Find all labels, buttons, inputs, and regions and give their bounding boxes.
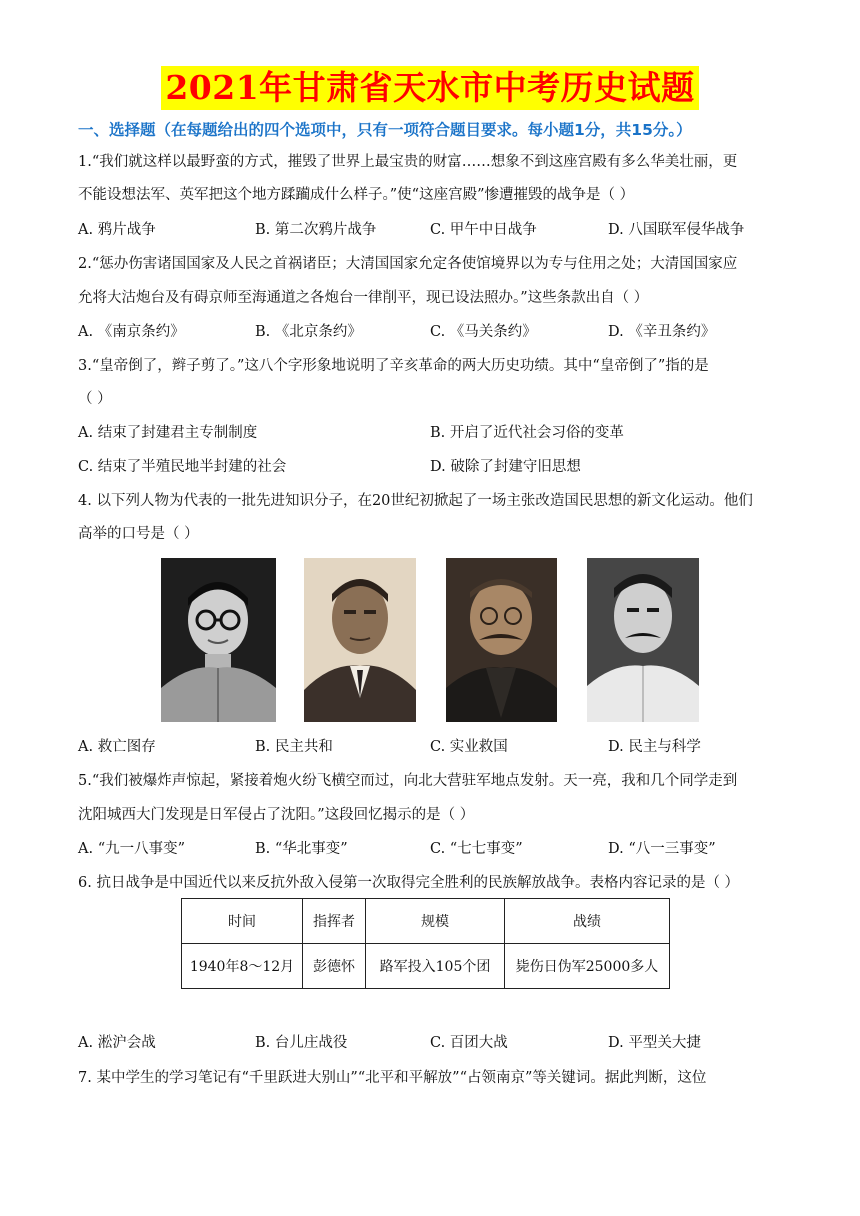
portrait-photo-1 (161, 558, 276, 722)
q1-option-a: A. 鸦片战争 (78, 222, 156, 238)
q2-option-c: C. 《马关条约》 (430, 324, 537, 340)
table-header-row (182, 899, 670, 944)
table-header-cell: 规模 (366, 899, 505, 944)
q2-line-1: 2.“惩办伤害诸国国家及人民之首祸诸臣；大清国国家允定各使馆境界以为专与住用之处；大清国国家应 (78, 256, 738, 272)
table-header-cell: 时间 (182, 899, 303, 944)
table-cell: 路军投入105个团 (366, 944, 505, 989)
q5-option-a: A. “九一八事变” (78, 841, 186, 857)
q3-option-d: D. 破除了封建守旧思想 (430, 459, 581, 475)
table-cell: 毙伤日伪军25000多人 (505, 944, 670, 989)
q2-option-a: A. 《南京条约》 (78, 324, 185, 340)
q4-option-c: C. 实业救国 (430, 739, 508, 755)
q5-line-1: 5.“我们被爆炸声惊起，紧接着炮火纷飞横空而过，向北大营驻军地点发射。天一亮，我和几个同学走到 (78, 773, 738, 789)
q6-option-b: B. 台儿庄战役 (255, 1035, 348, 1051)
q4-option-b: B. 民主共和 (255, 739, 333, 755)
q4-line-2: 高举的口号是（ ） (78, 526, 199, 542)
q7-line-1: 7. 某中学生的学习笔记有“千里跃进大别山”“北平和平解放”“占领南京”等关键词。据此判断，这位 (78, 1070, 707, 1086)
q5-option-d: D. “八一三事变” (608, 841, 716, 857)
q3-option-c: C. 结束了半殖民地半封建的社会 (78, 459, 287, 475)
q5-line-2: 沈阳城西大门发现是日军侵占了沈阳。”这段回忆揭示的是（ ） (78, 807, 475, 823)
q2-option-b: B. 《北京条约》 (255, 324, 362, 340)
q6-option-c: C. 百团大战 (430, 1035, 508, 1051)
q3-option-b: B. 开启了近代社会习俗的变革 (430, 425, 624, 441)
q1-option-c: C. 甲午中日战争 (430, 222, 537, 238)
q3-line-1: 3.“皇帝倒了，辫子剪了。”这八个字形象地说明了辛亥革命的两大历史功绩。其中“皇帝倒了”指的是 (78, 358, 709, 374)
q5-option-b: B. “华北事变” (255, 841, 348, 857)
q2-option-d: D. 《辛丑条约》 (608, 324, 716, 340)
q1-option-b: B. 第二次鸦片战争 (255, 222, 377, 238)
page-title: 2021年甘肃省天水市中考历史试题 (161, 66, 698, 110)
q3-option-a: A. 结束了封建君主专制制度 (78, 425, 258, 441)
table-header-cell: 指挥者 (303, 899, 366, 944)
q4-option-a: A. 救亡图存 (78, 739, 156, 755)
q4-line-1: 4. 以下列人物为代表的一批先进知识分子，在20世纪初掀起了一场主张改造国民思想的新文化运动。他们 (78, 493, 753, 509)
portrait-photo-2 (304, 558, 416, 722)
q6-table (181, 898, 670, 989)
q5-option-c: C. “七七事变” (430, 841, 523, 857)
q6-option-d: D. 平型关大捷 (608, 1035, 701, 1051)
q6-option-a: A. 淞沪会战 (78, 1035, 156, 1051)
q6-line-1: 6. 抗日战争是中国近代以来反抗外敌入侵第一次取得完全胜利的民族解放战争。表格内容记录的是（ ） (78, 875, 740, 891)
q1-option-d: D. 八国联军侵华战争 (608, 222, 745, 238)
q4-option-d: D. 民主与科学 (608, 739, 701, 755)
table-row (182, 944, 670, 989)
q3-line-2: （ ） (78, 391, 112, 407)
table-cell: 彭德怀 (303, 944, 366, 989)
portrait-photo-3 (446, 558, 557, 722)
q2-line-2: 允将大沽炮台及有碍京师至海通道之各炮台一律削平，现已设法照办。”这些条款出自（ ） (78, 290, 649, 306)
portrait-photos (0, 558, 860, 724)
title-wrap (0, 66, 860, 110)
q1-line-2: 不能设想法军、英军把这个地方蹂躏成什么样子。”使“这座宫殿”惨遭摧毁的战争是（ ） (78, 187, 635, 203)
section-heading: 一、选择题（在每题给出的四个选项中，只有一项符合题目要求。每小题1分，共15分。） (78, 121, 692, 139)
portrait-photo-4 (587, 558, 699, 722)
q1-line-1: 1.“我们就这样以最野蛮的方式，摧毁了世界上最宝贵的财富……想象不到这座宫殿有多么华美壮丽，更 (78, 154, 738, 170)
table-header-cell: 战绩 (505, 899, 670, 944)
table-cell: 1940年8～12月 (182, 944, 303, 989)
